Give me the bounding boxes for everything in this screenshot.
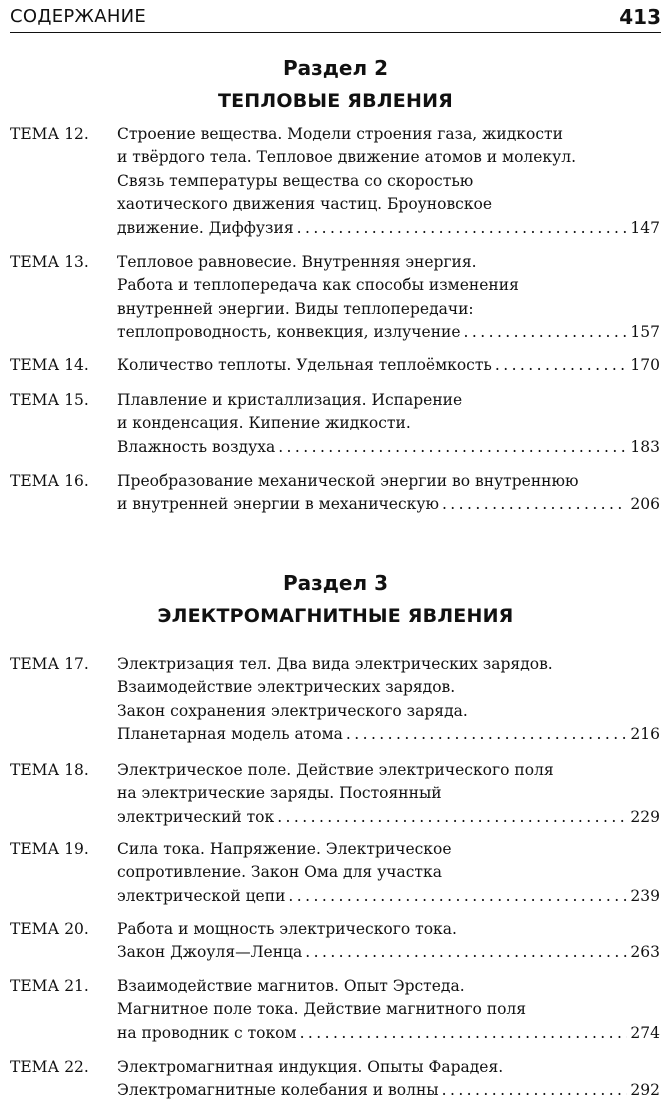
dot-leader: [297, 217, 628, 240]
topic-label: ТЕМА 20.: [10, 920, 89, 938]
entry-line: теплопроводность, конвекция, излучение: [117, 323, 461, 342]
entry-line: Связь температуры вещества со скоростью: [117, 171, 474, 190]
entry-page-number: 183: [630, 437, 660, 456]
dot-leader: [442, 493, 627, 516]
running-header-title: СОДЕРЖАНИЕ: [10, 6, 147, 27]
entry-line: Закон Джоуля—Ленца: [117, 943, 303, 962]
toc-entry: [10, 354, 660, 377]
dot-leader: [464, 321, 628, 344]
entry-line: Электромагнитная индукция. Опыты Фарадея.: [117, 1058, 504, 1076]
section-heading: [0, 54, 671, 115]
section-number: Раздел 3: [282, 571, 389, 595]
topic-label: ТЕМА 21.: [10, 977, 89, 995]
dot-leader: [305, 941, 627, 964]
dot-leader: [300, 1022, 628, 1045]
entry-line: на электрические заряды. Постоянный: [117, 784, 442, 803]
dot-leader: [442, 1079, 628, 1102]
entry-page-number: 216: [630, 725, 660, 744]
header-rule: [10, 32, 661, 33]
topic-label: ТЕМА 22.: [10, 1058, 89, 1076]
toc-entry: [10, 470, 660, 517]
topic-label: ТЕМА 17.: [10, 655, 89, 673]
dot-leader: [288, 885, 627, 908]
section-title: ЭЛЕКТРОМАГНИТНЫЕ ЯВЛЕНИЯ: [157, 605, 514, 627]
entry-line: Электромагнитные колебания и волны: [117, 1081, 439, 1100]
entry-line: Закон сохранения электрического заряда.: [117, 701, 468, 720]
entry-line: Количество теплоты. Удельная теплоёмкость: [117, 356, 492, 374]
page-number: 413: [619, 5, 661, 29]
entry-line: Тепловое равновесие. Внутренняя энергия.: [117, 253, 477, 271]
entry-line: Плавление и кристаллизация. Испарение: [117, 391, 463, 409]
entry-line: Влажность воздуха: [117, 437, 276, 456]
entry-line: Взаимодействие магнитов. Опыт Эрстеда.: [117, 977, 465, 995]
entry-line: Строение вещества. Модели строения газа, жидкости: [117, 125, 563, 143]
entry-line: электрической цепи: [117, 886, 286, 905]
entry-page-number: 229: [630, 807, 660, 826]
section-heading: [0, 569, 671, 630]
entry-line: Преобразование механической энергии во внутреннюю: [117, 472, 579, 490]
entry-line: и твёрдого тела. Тепловое движение атомов и молекул.: [117, 148, 577, 167]
topic-label: ТЕМА 18.: [10, 761, 89, 779]
entry-page-number: 206: [630, 495, 660, 514]
toc-entry: [10, 759, 660, 829]
dot-leader: [495, 354, 628, 377]
entry-line: электрический ток: [117, 807, 275, 826]
entry-page-number: 292: [630, 1081, 660, 1100]
topic-label: ТЕМА 14.: [10, 356, 89, 374]
entry-page-number: 170: [630, 356, 660, 374]
toc-entry: [10, 389, 660, 459]
entry-line: внутренней энергии. Виды теплопередачи:: [117, 299, 474, 318]
entry-line: сопротивление. Закон Ома для участка: [117, 863, 442, 882]
entry-line: Электризация тел. Два вида электрических зарядов.: [117, 655, 553, 673]
entry-line: Работа и теплопередача как способы изменения: [117, 276, 519, 295]
topic-label: ТЕМА 15.: [10, 391, 89, 409]
entry-line: на проводник с током: [117, 1023, 297, 1042]
running-header: [10, 6, 661, 32]
topic-label: ТЕМА 13.: [10, 253, 89, 271]
entry-page-number: 274: [630, 1023, 660, 1042]
entry-line: и внутренней энергии в механическую: [117, 495, 439, 514]
toc-entry: [10, 918, 660, 965]
entry-line: движение. Диффузия: [117, 218, 294, 237]
toc-entry: [10, 123, 660, 240]
dot-leader: [278, 436, 627, 459]
toc-entry: [10, 838, 660, 908]
section-title: ТЕПЛОВЫЕ ЯВЛЕНИЯ: [217, 90, 454, 112]
entry-line: Электрическое поле. Действие электрического поля: [117, 761, 554, 779]
entry-line: Сила тока. Напряжение. Электрическое: [117, 840, 452, 858]
toc-entry: [10, 653, 660, 747]
entry-line: хаотического движения частиц. Броуновское: [117, 195, 493, 214]
topic-label: ТЕМА 19.: [10, 840, 89, 858]
toc-entry: [10, 251, 660, 345]
entry-page-number: 263: [630, 943, 660, 962]
entry-page-number: 157: [630, 323, 660, 342]
topic-label: ТЕМА 12.: [10, 125, 89, 143]
entry-line: и конденсация. Кипение жидкости.: [117, 414, 411, 433]
toc-entry: [10, 975, 660, 1045]
topic-label: ТЕМА 16.: [10, 472, 89, 490]
toc-entry: [10, 1056, 660, 1103]
entry-line: Магнитное поле тока. Действие магнитного поля: [117, 1000, 527, 1019]
entry-line: Взаимодействие электрических зарядов.: [117, 678, 456, 697]
section-number: Раздел 2: [282, 56, 389, 80]
entry-page-number: 147: [630, 218, 660, 237]
dot-leader: [277, 806, 627, 829]
dot-leader: [346, 723, 628, 746]
entry-line: Планетарная модель атома: [117, 725, 343, 744]
entry-line: Работа и мощность электрического тока.: [117, 920, 457, 938]
entry-page-number: 239: [630, 886, 660, 905]
